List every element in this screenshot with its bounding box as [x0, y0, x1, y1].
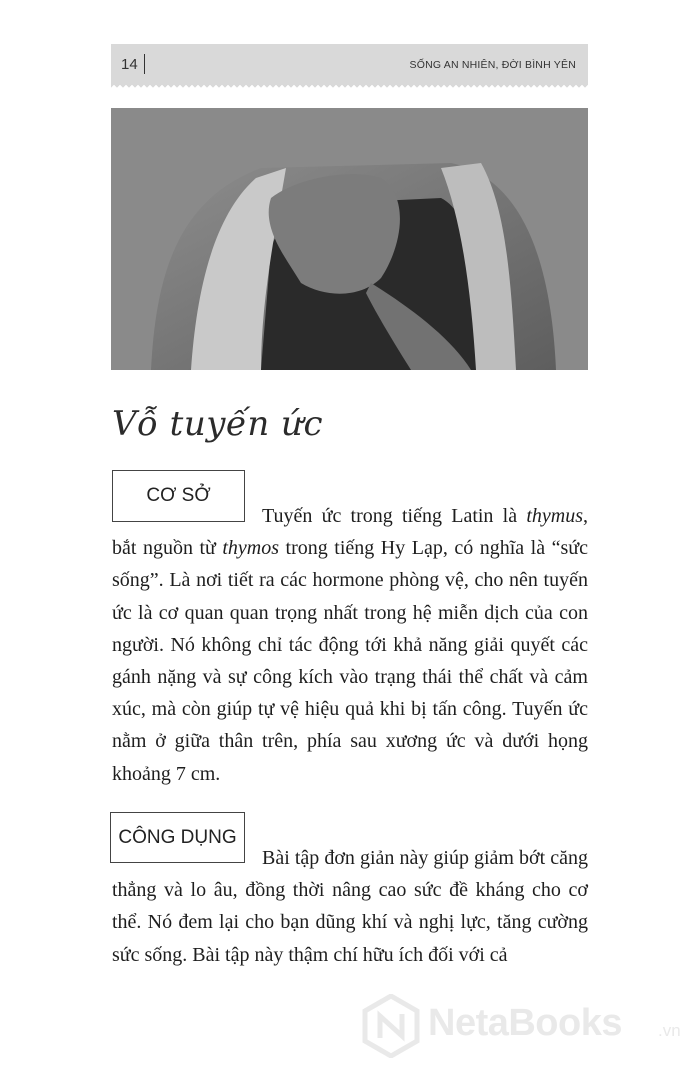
- usage-indent: [112, 842, 262, 862]
- usage-text: Bài tập đơn giản này giúp giảm bớt căng thẳng và lo âu, đồng thời nâng cao sức đề kháng cho cơ thể. Nó đem lại cho bạn dũng khí và nghị lực, tăng cường sức sống. Bài tập này thậm chí hữu ích đối với cả: [112, 847, 588, 966]
- basis-text-2: , bắt nguồn từ: [112, 505, 588, 560]
- page-number: 14: [121, 56, 138, 73]
- basis-indent: [112, 500, 262, 520]
- section-title: Vỗ tuyến ức: [112, 404, 323, 444]
- watermark-suffix: .vn: [658, 1021, 681, 1040]
- basis-term-thymus: thymus: [526, 505, 583, 527]
- netabooks-logo-icon: [362, 994, 420, 1058]
- chest-photo: [111, 108, 588, 370]
- running-title: SỐNG AN NHIÊN, ĐỜI BÌNH YÊN: [409, 59, 576, 71]
- basis-text-1: Tuyến ức trong tiếng Latin là: [262, 505, 527, 527]
- header-divider: [144, 54, 145, 74]
- watermark-brand: NetaBooks: [428, 1002, 622, 1044]
- page-header: [111, 44, 588, 84]
- basis-text-3: trong tiếng Hy Lạp, có nghĩa là “sức sống”. Là nơi tiết ra các hormone phòng vệ, cho nên tuyến ức là cơ quan quan trọng nhất trong hệ miễn dịch của con người. Nó không chỉ tác động tới khả năng giải quyết các gánh nặng và sự công kích vào trạng thái thể chất và cảm xúc, mà còn giúp tự vệ hiệu quả khi bị tấn công. Tuyến ức nằm ở giữa thân trên, phía sau xương ức và dưới họng khoảng 7 cm.: [112, 537, 588, 785]
- header-zigzag-edge: [111, 84, 588, 89]
- basis-term-thymos: thymos: [222, 537, 280, 560]
- usage-paragraph: [112, 842, 588, 971]
- watermark: [362, 994, 692, 1058]
- usage-label: CÔNG DỤNG: [118, 826, 237, 848]
- basis-label: CƠ SỞ: [146, 485, 211, 506]
- basis-paragraph: [112, 500, 588, 790]
